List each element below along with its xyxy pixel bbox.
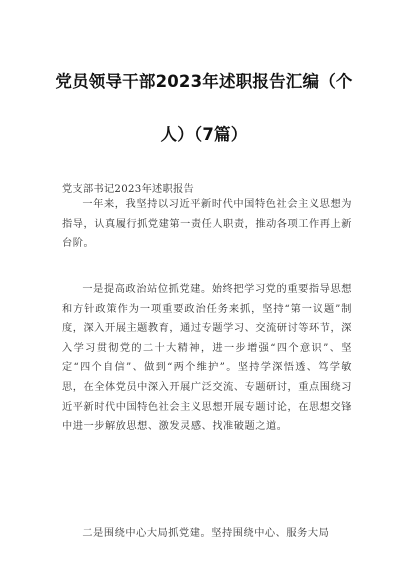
paragraph-intro: 一年来，我坚持以习近平新时代中国特色社会主义思想为指导，认真履行抓党建第一责任人职责，推动各项工作再上新台阶。 bbox=[62, 199, 352, 250]
document-title-line-1: 党员领导干部2023年述职报告汇编（个 bbox=[55, 72, 353, 91]
paragraph-political-stance: 一是提高政治站位抓党建。始终把学习党的重要指导思想和方针政策作为一项重要政治任务来抓，坚持“第一议题”制度，深入开展主题教育，通过专题学习、交流研讨等环节，深入学习贯彻党的二十大精神，进一步增强“四个意识”、坚定“四个自信”、做到“两个维护”。坚持学深悟透、笃学敏思，在全体党员中深入开展广泛交流、专题研讨，重点围绕习近平新时代中国特色社会主义思想开展专题讨论，在思想交锋中进一步解放思想、激发灵感、找准破题之道。 bbox=[62, 284, 352, 433]
paragraph-central-task: 二是围绕中心大局抓党建。坚持围绕中心、服务大局 bbox=[82, 528, 330, 539]
section-heading: 党支部书记2023年述职报告 bbox=[62, 184, 195, 195]
document-title-line-2: 人）（7篇） bbox=[160, 125, 248, 144]
